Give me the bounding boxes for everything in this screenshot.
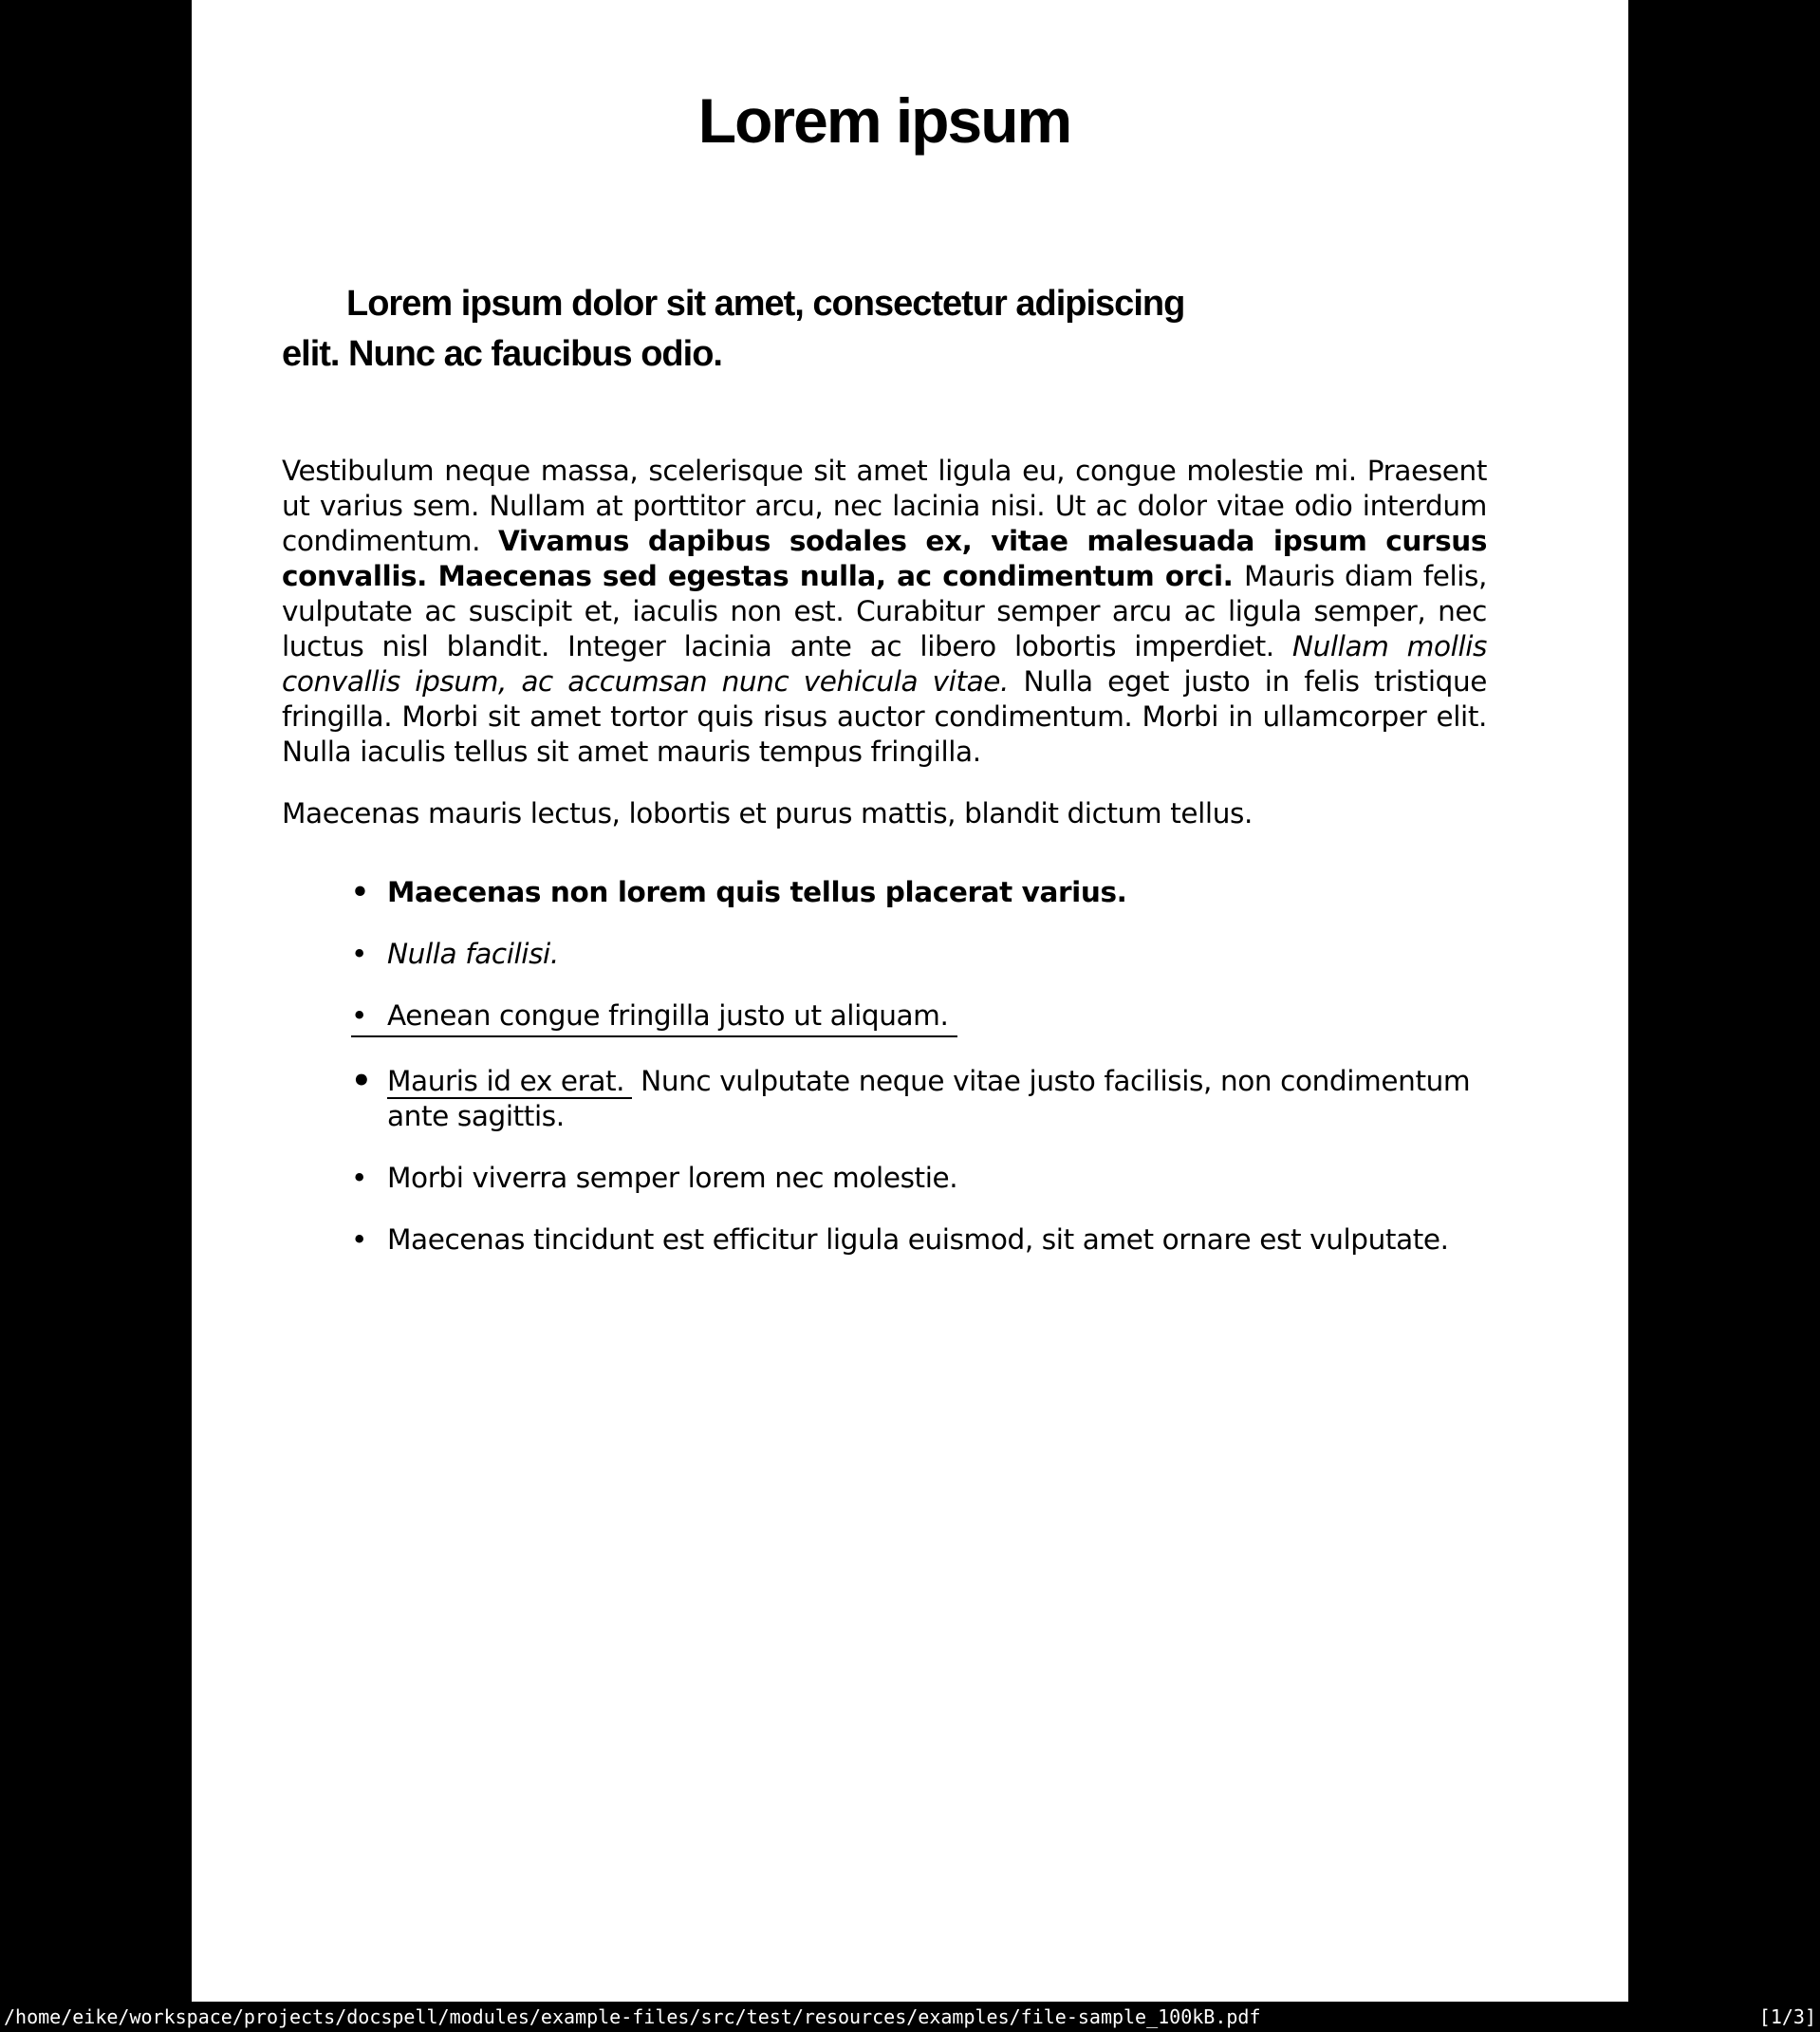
body-paragraph-1 xyxy=(282,454,1487,770)
list-item-text: Maecenas non lorem quis tellus placerat varius. xyxy=(387,876,1127,908)
paragraph-segment-normal: Nulla eget justo in felis tristique fringilla. Morbi sit amet tortor quis risus auctor condimentum. Morbi in ullamcorper elit. Nulla iaculis tellus sit amet mauris tempus fringilla. xyxy=(282,665,1487,768)
paragraph-segment-bold: Vivamus dapibus sodales ex, vitae malesuada ipsum cursus convallis. Maecenas sed egestas nulla, ac condimentum orci. xyxy=(282,525,1487,592)
list-item xyxy=(351,937,1487,972)
body-paragraph-2: Maecenas mauris lectus, lobortis et purus mattis, blandit dictum tellus. xyxy=(282,797,1253,830)
list-item-text: Nulla facilisi. xyxy=(387,938,559,970)
list-item xyxy=(351,1064,1487,1134)
statusbar xyxy=(0,2002,1820,2032)
subtitle-line-1: Lorem ipsum dolor sit amet, consectetur adipiscing xyxy=(346,284,1185,324)
list-item xyxy=(351,1222,1487,1258)
list-item-text: Maecenas tincidunt est efficitur ligula euismod, sit amet ornare est vulputate. xyxy=(387,1223,1449,1256)
statusbar-page-indicator: [1/3] xyxy=(1758,2005,1816,2028)
paragraph-segment-normal: Vestibulum neque massa, scelerisque sit amet ligula eu, congue molestie mi. Praesent ut varius sem. Nullam at porttitor arcu, nec lacinia nisi. Ut ac dolor vitae odio interdum condimentum. xyxy=(282,455,1487,557)
statusbar-file-path: /home/eike/workspace/projects/docspell/modules/example-files/src/test/resources/examples/file-sample_100kB.pdf xyxy=(4,2005,1261,2028)
bullet-list xyxy=(282,875,1487,1258)
list-item xyxy=(351,998,1487,1037)
bullet-icon: • xyxy=(351,1062,372,1100)
paragraph-segment-normal: Mauris diam felis, vulputate ac suscipit et, iaculis non est. Curabitur semper arcu ac ligula semper, nec luctus nisl blandit. Integer lacinia ante ac libero lobortis imperdiet. xyxy=(282,560,1487,662)
list-item-underlined-lead: Mauris id ex erat. xyxy=(387,1065,632,1099)
bullet-icon: • xyxy=(351,998,387,1037)
bullet-icon: • xyxy=(351,1223,368,1256)
list-item-text xyxy=(387,1064,1487,1134)
list-item-text: Morbi viverra semper lorem nec molestie. xyxy=(387,1162,958,1194)
document-title: Lorem ipsum xyxy=(697,85,1071,156)
list-item xyxy=(351,1161,1487,1196)
bullet-icon: • xyxy=(351,1162,368,1194)
list-item xyxy=(351,875,1487,910)
paragraph-segment-italic: Nullam mollis convallis ipsum, ac accumsan nunc vehicula vitae. xyxy=(282,630,1488,698)
pdf-page-content xyxy=(192,87,1628,1258)
document-subtitle xyxy=(282,279,1487,380)
bullet-icon: • xyxy=(351,876,369,908)
subtitle-line-2: elit. Nunc ac faucibus odio. xyxy=(282,334,722,374)
list-item-rest: Nunc vulputate neque vitae justo facilisis, non condimentum ante sagittis. xyxy=(387,1065,1471,1132)
list-item-text: Aenean congue fringilla justo ut aliquam. xyxy=(387,998,957,1037)
bullet-icon: • xyxy=(351,938,368,970)
pdf-page xyxy=(192,0,1628,2002)
